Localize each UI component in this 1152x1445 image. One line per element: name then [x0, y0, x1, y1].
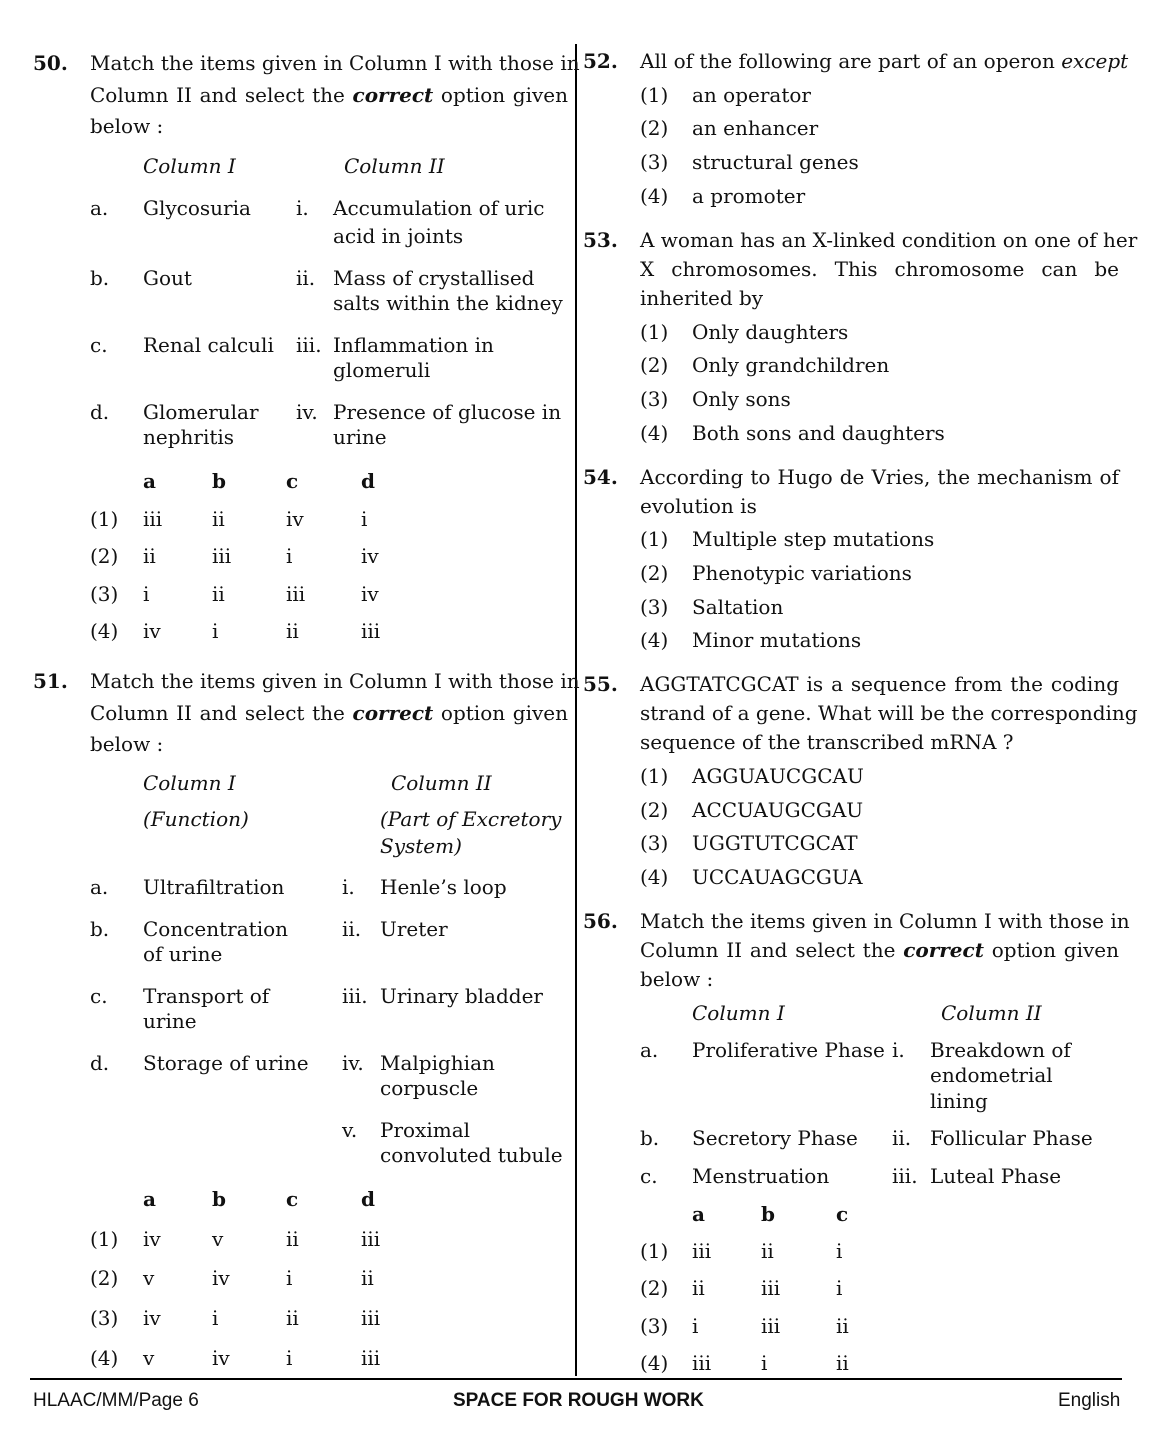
- row-item: Proliferative Phase: [692, 1038, 885, 1062]
- question-stem: According to Hugo de Vries, the mechanism of: [640, 465, 1119, 489]
- row-item: nephritis: [143, 425, 235, 449]
- option-text: an operator: [692, 83, 811, 107]
- row-match: Proximal: [380, 1118, 471, 1142]
- option-value: ii: [212, 507, 225, 531]
- row-match: Presence of glucose in: [333, 400, 562, 424]
- question-stem: below :: [640, 967, 714, 991]
- answer-header: a: [143, 1187, 156, 1211]
- answer-header: a: [692, 1202, 705, 1226]
- question-stem: Match the items given in Column I with those in: [640, 909, 1130, 933]
- question-number: 54.: [583, 465, 618, 489]
- answer-header: c: [286, 469, 299, 493]
- option-value: v: [212, 1227, 224, 1251]
- question-stem: below :: [90, 732, 164, 756]
- row-key: b.: [640, 1126, 660, 1150]
- row-roman: i.: [342, 875, 355, 899]
- question-number: 53.: [583, 228, 618, 252]
- option-text: structural genes: [692, 150, 859, 174]
- row-match: corpuscle: [380, 1076, 479, 1100]
- option-label: (3): [640, 1314, 669, 1338]
- option-value: ii: [836, 1351, 849, 1375]
- row-match: convoluted tubule: [380, 1143, 563, 1167]
- option-label: (1): [640, 320, 669, 344]
- row-key: a.: [90, 875, 109, 899]
- row-roman: iii.: [892, 1164, 918, 1188]
- question-stem: below :: [90, 114, 164, 138]
- option-value: iv: [143, 1306, 161, 1330]
- option-value: iii: [761, 1314, 781, 1338]
- row-match: Malpighian: [380, 1051, 495, 1075]
- footer-rule: [30, 1378, 1122, 1380]
- option-value: i: [212, 619, 219, 643]
- row-match: acid in joints: [333, 224, 464, 248]
- option-label: (2): [640, 561, 669, 585]
- option-label: (1): [640, 764, 669, 788]
- option-value: i: [761, 1351, 768, 1375]
- row-match: Ureter: [380, 917, 448, 941]
- option-text: a promoter: [692, 184, 806, 208]
- option-value: ii: [212, 582, 225, 606]
- answer-header: d: [361, 469, 375, 493]
- option-value: iii: [361, 1346, 381, 1370]
- option-value: iv: [143, 1227, 161, 1251]
- option-text: Only daughters: [692, 320, 849, 344]
- row-item: Concentration: [143, 917, 289, 941]
- column-subheader: System): [380, 834, 462, 858]
- question-stem: X chromosomes. This chromosome can be: [640, 257, 1119, 281]
- option-value: iii: [286, 582, 306, 606]
- row-key: a.: [90, 196, 109, 220]
- question-stem: A woman has an X-linked condition on one of her: [640, 228, 1138, 252]
- option-value: i: [836, 1276, 843, 1300]
- option-label: (3): [640, 595, 669, 619]
- row-match: Mass of crystallised: [333, 266, 535, 290]
- option-value: iv: [212, 1266, 230, 1290]
- question-stem: strand of a gene. What will be the corresponding: [640, 701, 1138, 725]
- option-label: (3): [640, 150, 669, 174]
- option-label: (3): [90, 582, 119, 606]
- option-value: ii: [761, 1239, 774, 1263]
- option-value: iii: [692, 1351, 712, 1375]
- question-number: 51.: [33, 669, 68, 693]
- row-roman: v.: [342, 1118, 358, 1142]
- row-item: Secretory Phase: [692, 1126, 858, 1150]
- option-value: i: [286, 1266, 293, 1290]
- row-item: Menstruation: [692, 1164, 830, 1188]
- option-label: (4): [90, 1346, 119, 1370]
- footer-rough-work: SPACE FOR ROUGH WORK: [453, 1390, 704, 1411]
- row-roman: i.: [296, 196, 309, 220]
- question-stem: evolution is: [640, 494, 757, 518]
- row-roman: iii.: [342, 984, 368, 1008]
- row-match: Henle’s loop: [380, 875, 507, 899]
- row-item: Transport of: [143, 984, 270, 1008]
- option-text: Both sons and daughters: [692, 421, 945, 445]
- option-label: (2): [640, 798, 669, 822]
- row-item: Glomerular: [143, 400, 259, 424]
- option-value: iii: [212, 544, 232, 568]
- row-key: b.: [90, 917, 110, 941]
- option-label: (4): [640, 184, 669, 208]
- option-value: ii: [143, 544, 156, 568]
- row-match: urine: [333, 425, 387, 449]
- column-divider: [575, 44, 577, 1376]
- option-value: ii: [286, 619, 299, 643]
- row-roman: i.: [892, 1038, 905, 1062]
- row-key: c.: [640, 1164, 658, 1188]
- option-value: i: [361, 507, 368, 531]
- option-label: (4): [640, 865, 669, 889]
- option-text: Only sons: [692, 387, 791, 411]
- row-key: d.: [90, 400, 110, 424]
- option-label: (2): [90, 1266, 119, 1290]
- answer-header: a: [143, 469, 156, 493]
- option-label: (1): [90, 1227, 119, 1251]
- option-value: i: [286, 1346, 293, 1370]
- row-roman: ii.: [892, 1126, 912, 1150]
- option-value: ii: [361, 1266, 374, 1290]
- question-stem: Column II and select the correct option given: [90, 701, 568, 725]
- option-label: (4): [640, 628, 669, 652]
- column-header: Column I: [692, 1001, 785, 1025]
- option-value: ii: [692, 1276, 705, 1300]
- footer-language: English: [1058, 1390, 1121, 1411]
- answer-header: b: [212, 1187, 226, 1211]
- option-label: (2): [640, 353, 669, 377]
- option-value: iii: [361, 1227, 381, 1251]
- row-item: Renal calculi: [143, 333, 274, 357]
- answer-header: b: [761, 1202, 775, 1226]
- option-text: Minor mutations: [692, 628, 862, 652]
- row-key: d.: [90, 1051, 110, 1075]
- option-label: (2): [90, 544, 119, 568]
- row-match: Accumulation of uric: [333, 196, 545, 220]
- row-item: Ultrafiltration: [143, 875, 285, 899]
- row-match: salts within the kidney: [333, 291, 563, 315]
- column-subheader: (Part of Excretory: [380, 807, 562, 831]
- column-subheader: (Function): [143, 807, 249, 831]
- option-text: Saltation: [692, 595, 784, 619]
- column-header: Column I: [143, 771, 236, 795]
- option-value: i: [212, 1306, 219, 1330]
- option-value: i: [836, 1239, 843, 1263]
- row-item: Storage of urine: [143, 1051, 309, 1075]
- option-label: (2): [640, 116, 669, 140]
- option-value: v: [143, 1266, 155, 1290]
- answer-header: d: [361, 1187, 375, 1211]
- option-value: i: [286, 544, 293, 568]
- option-value: i: [692, 1314, 699, 1338]
- option-value: iv: [361, 582, 379, 606]
- option-label: (1): [640, 527, 669, 551]
- option-label: (4): [640, 421, 669, 445]
- option-value: iv: [143, 619, 161, 643]
- option-text: Phenotypic variations: [692, 561, 912, 585]
- row-key: a.: [640, 1038, 659, 1062]
- option-text: ACCUAUGCGAU: [692, 798, 864, 822]
- column-header: Column II: [941, 1001, 1042, 1025]
- option-text: UCCAUAGCGUA: [692, 865, 863, 889]
- row-roman: iv.: [296, 400, 318, 424]
- row-roman: ii.: [296, 266, 316, 290]
- question-stem: inherited by: [640, 286, 764, 310]
- question-stem: sequence of the transcribed mRNA ?: [640, 730, 1014, 754]
- row-item: urine: [143, 1009, 197, 1033]
- option-label: (3): [640, 387, 669, 411]
- option-label: (1): [640, 83, 669, 107]
- row-key: c.: [90, 333, 108, 357]
- question-number: 50.: [33, 51, 68, 75]
- option-value: iv: [286, 507, 304, 531]
- option-value: ii: [286, 1227, 299, 1251]
- option-label: (1): [640, 1239, 669, 1263]
- column-header: Column I: [143, 154, 236, 178]
- answer-header: c: [286, 1187, 299, 1211]
- option-value: iii: [143, 507, 163, 531]
- row-match: Follicular Phase: [930, 1126, 1093, 1150]
- question-number: 55.: [583, 672, 618, 696]
- option-text: AGGUAUCGCAU: [692, 764, 864, 788]
- option-text: an enhancer: [692, 116, 819, 140]
- option-label: (4): [640, 1351, 669, 1375]
- option-value: ii: [286, 1306, 299, 1330]
- row-roman: iii.: [296, 333, 322, 357]
- option-label: (4): [90, 619, 119, 643]
- option-value: ii: [836, 1314, 849, 1338]
- question-stem: Match the items given in Column I with those in: [90, 51, 580, 75]
- column-header: Column II: [391, 771, 492, 795]
- row-match: Inflammation in: [333, 333, 494, 357]
- row-roman: iv.: [342, 1051, 364, 1075]
- row-roman: ii.: [342, 917, 362, 941]
- row-match: lining: [930, 1089, 988, 1113]
- option-text: Multiple step mutations: [692, 527, 935, 551]
- question-number: 56.: [583, 909, 618, 933]
- option-label: (1): [90, 507, 119, 531]
- row-item: Gout: [143, 266, 192, 290]
- row-item: Glycosuria: [143, 196, 251, 220]
- option-value: iv: [361, 544, 379, 568]
- option-value: iii: [361, 1306, 381, 1330]
- row-item: of urine: [143, 942, 223, 966]
- row-match: Breakdown of: [930, 1038, 1071, 1062]
- row-match: endometrial: [930, 1063, 1053, 1087]
- option-value: iii: [361, 619, 381, 643]
- option-label: (2): [640, 1276, 669, 1300]
- answer-header: b: [212, 469, 226, 493]
- row-key: c.: [90, 984, 108, 1008]
- row-match: Urinary bladder: [380, 984, 543, 1008]
- column-header: Column II: [344, 154, 445, 178]
- question-stem: Column II and select the correct option given: [90, 83, 568, 107]
- option-label: (3): [640, 831, 669, 855]
- option-value: iii: [761, 1276, 781, 1300]
- question-number: 52.: [583, 49, 618, 73]
- option-text: Only grandchildren: [692, 353, 890, 377]
- footer-page-code: HLAAC/MM/Page 6: [33, 1390, 199, 1411]
- option-label: (3): [90, 1306, 119, 1330]
- option-value: iii: [692, 1239, 712, 1263]
- question-stem: Column II and select the correct option given: [640, 938, 1119, 962]
- row-match: Luteal Phase: [930, 1164, 1062, 1188]
- row-match: glomeruli: [333, 358, 431, 382]
- row-key: b.: [90, 266, 110, 290]
- answer-header: c: [836, 1202, 849, 1226]
- question-stem: AGGTATCGCAT is a sequence from the coding: [640, 672, 1119, 696]
- option-text: UGGTUTCGCAT: [692, 831, 858, 855]
- option-value: iv: [212, 1346, 230, 1370]
- question-stem: Match the items given in Column I with those in: [90, 669, 580, 693]
- option-value: i: [143, 582, 150, 606]
- question-stem: All of the following are part of an operon except: [640, 49, 1129, 73]
- option-value: v: [143, 1346, 155, 1370]
